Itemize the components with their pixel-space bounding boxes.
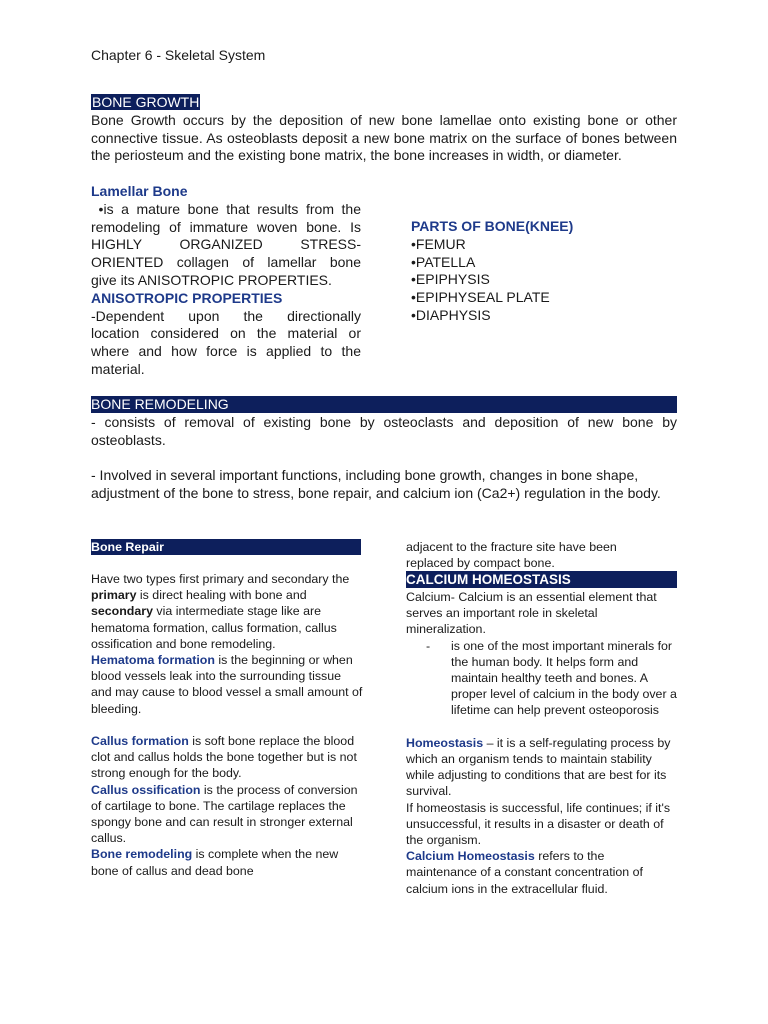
callus-ossification-term: Callus ossification <box>91 782 201 797</box>
bone-remodeling-body <box>91 414 677 503</box>
callus-formation-term: Callus formation <box>91 734 189 749</box>
callus-formation-text: is soft bone replace the blood clot and callus holds the bone together but is not strong enough for the body. <box>91 734 357 781</box>
paragraph-spacer <box>91 450 677 468</box>
hematoma-term: Hematoma formation <box>91 653 215 668</box>
primary-term: primary <box>91 588 137 603</box>
list-item: •FEMUR <box>411 235 466 252</box>
calcium-homeostasis-heading <box>406 571 677 588</box>
bone-growth-section <box>91 94 677 165</box>
secondary-term: secondary <box>91 604 153 619</box>
bone-repair-continuation: adjacent to the fracture site have been replaced by compact bone. <box>406 540 617 571</box>
bone-repair-heading <box>91 539 361 555</box>
intro-text: Have two types first primary and secondary the <box>91 572 350 586</box>
hematoma-text: is the beginning or when blood vessels leak into the surrounding tissue and may cause to blood vessel a small amount of bleeding. <box>91 653 363 716</box>
anisotropic-line: location considered on the material or <box>91 325 361 342</box>
calcium-dash-item <box>406 638 678 719</box>
parts-of-bone-heading: PARTS OF BONE(KNEE) <box>411 218 574 234</box>
calcium-homeostasis-text: refers to the maintenance of a constant concentration of calcium ions in the extracellular fluid. <box>406 849 643 896</box>
bone-remodeling-para2-line2: adjustment of the bone to stress, bone repair, and calcium ion (Ca2+) regulation in the body. <box>91 485 661 502</box>
lamellar-bone-line: •is a mature bone that results from the <box>91 200 361 217</box>
bone-remodeling-heading <box>91 396 677 413</box>
calcium-intro: Calcium- Calcium is an essential element that serves an important role in skeletal mineralization. <box>406 590 657 637</box>
homeostasis-if-paragraph: If homeostasis is successful, life continues; if it's unsuccessful, it results in a disaster or death of the organism. <box>406 800 671 848</box>
parts-of-bone-section <box>411 218 677 325</box>
anisotropic-line: -Dependent upon the directionally <box>91 307 361 324</box>
bone-remodeling-para1: - consists of removal of existing bone by osteoclasts and deposition of new bone by osteoblasts. <box>91 414 677 448</box>
calcium-homeostasis-heading-text: CALCIUM HOMEOSTASIS <box>406 572 571 587</box>
bone-repair-body <box>91 571 363 879</box>
lamellar-bone-heading: Lamellar Bone <box>91 183 188 199</box>
chapter-title: Chapter 6 - Skeletal System <box>91 47 266 63</box>
anisotropic-heading: ANISOTROPIC PROPERTIES <box>91 289 283 306</box>
calcium-homeostasis-body <box>406 589 678 897</box>
bone-repair-intro <box>91 571 363 652</box>
bone-repair-heading-text: Bone Repair <box>91 540 164 554</box>
lamellar-bone-line: HIGHLY ORGANIZED STRESS- <box>91 236 361 253</box>
callus-ossification-text: is the process of conversion of cartilage to bone. The cartilage replaces the spongy bone and can result in stronger external callus. <box>91 782 358 846</box>
homeostasis-term: Homeostasis <box>406 735 484 750</box>
homeostasis-paragraph <box>406 735 678 800</box>
hematoma-paragraph <box>91 652 363 717</box>
bone-remodeling-heading-text: BONE REMODELING <box>91 396 229 412</box>
calcium-homeostasis-paragraph <box>406 848 678 897</box>
bone-remodeling-text: is complete when the new bone of callus and dead bone <box>91 847 339 878</box>
list-item: •EPIPHYSIS <box>411 271 490 288</box>
anisotropic-line: where and how force is applied to the <box>91 343 361 360</box>
dash-bullet: - <box>426 638 431 653</box>
lamellar-bone-section <box>91 183 361 379</box>
list-item: •PATELLA <box>411 253 476 270</box>
intro-text: via intermediate stage like are hematoma formation, callus formation, callus ossification and bone remodeling. <box>91 604 337 651</box>
callus-ossification-paragraph <box>91 782 363 847</box>
list-item: •DIAPHYSIS <box>411 306 491 323</box>
callus-formation-paragraph <box>91 733 363 782</box>
anisotropic-line: material. <box>91 360 145 377</box>
lamellar-bone-line: give its ANISOTROPIC PROPERTIES. <box>91 271 332 288</box>
bone-growth-heading: BONE GROWTH <box>92 94 200 110</box>
paragraph-spacer <box>406 719 678 735</box>
lamellar-bone-line: remodeling of immature woven bone. Is <box>91 218 361 235</box>
intro-text: is direct healing with bone and <box>136 588 307 603</box>
list-item: •EPIPHYSEAL PLATE <box>411 289 550 306</box>
bone-growth-body: Bone Growth occurs by the deposition of new bone lamellae onto existing bone or other connective tissue. As osteoblasts deposit a new bone matrix on the surface of bones between the periosteum and the existing bone matrix, the bone increases in width, or diameter. <box>91 111 677 164</box>
calcium-homeostasis-term: Calcium Homeostasis <box>406 849 535 864</box>
bone-remodeling-term: Bone remodeling <box>91 847 193 862</box>
lamellar-bone-line: ORIENTED collagen of lamellar bone <box>91 254 361 271</box>
paragraph-spacer <box>91 717 363 733</box>
parts-of-bone-list <box>411 236 677 325</box>
bone-remodeling-para2-line1: - Involved in several important functions, including bone growth, changes in bone shape, <box>91 467 639 484</box>
bone-remodeling-paragraph <box>91 846 363 878</box>
homeostasis-text: – it is a self-regulating process by which an organism tends to maintain stability while adjusting to conditions that are best for its survival. <box>406 735 671 799</box>
calcium-dash-text: is one of the most important minerals for the human body. It helps form and maintain healthy teeth and bones. A proper level of calcium in the body over a lifetime can help prevent osteoporosis <box>451 638 677 718</box>
